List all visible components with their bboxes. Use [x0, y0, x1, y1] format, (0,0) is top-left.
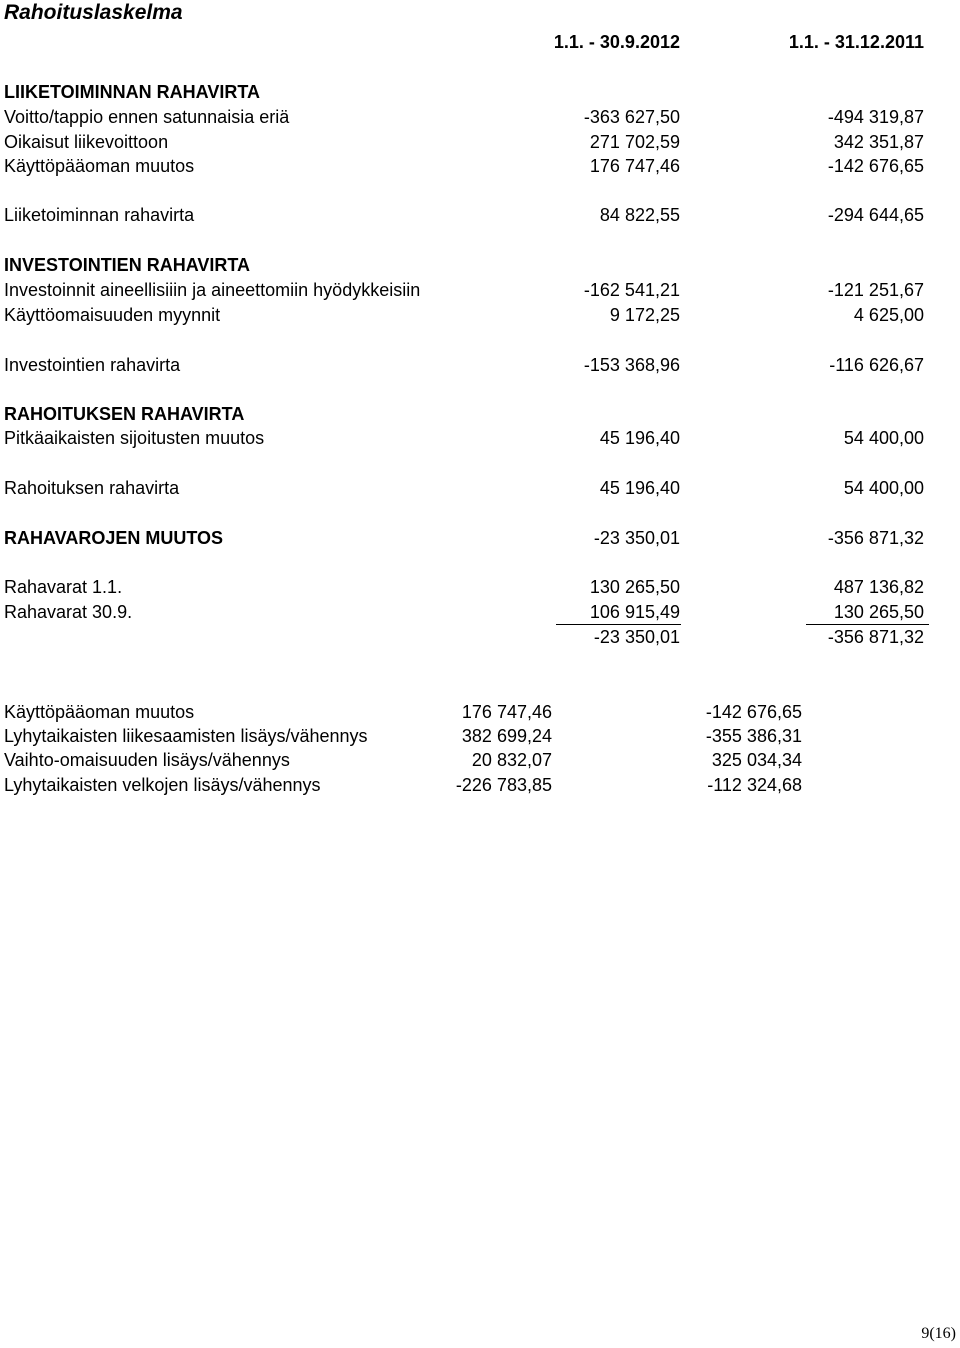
value-2011: -121 251,67 [827, 280, 924, 300]
table-row [4, 725, 824, 747]
period-2012: 1.1. - 30.9.2012 [553, 32, 680, 52]
row-label: Investoinnit aineellisiiin ja aineettomiin hyödykkeisiin [4, 280, 421, 300]
value-2012: 84 822,55 [599, 205, 680, 225]
value-2012: -363 627,50 [583, 107, 680, 127]
value-2011: -142 676,65 [705, 702, 802, 722]
value-2012: -226 783,85 [455, 775, 552, 795]
row-label: Käyttöomaisuuden myynnit [4, 305, 221, 325]
value-2012: 45 196,40 [599, 428, 680, 448]
value-2012: 176 747,46 [589, 156, 680, 176]
table-row [4, 304, 934, 326]
row-label: Lyhytaikaisten velkojen lisäys/vähennys [4, 775, 321, 795]
value-2012: 106 915,49 [589, 602, 680, 622]
value-2011: -294 644,65 [827, 205, 924, 225]
value-2012: -23 350,01 [593, 528, 680, 548]
row-label: Käyttöpääoman muutos [4, 156, 195, 176]
row-label: Käyttöpääoman muutos [4, 702, 195, 722]
financing-total-row [4, 477, 934, 499]
value-2011: 130 265,50 [833, 602, 924, 622]
section-heading-operating [4, 81, 934, 103]
cash-closing-row [4, 601, 934, 623]
cash-difference-row [4, 626, 934, 648]
value-2011: 4 625,00 [853, 305, 924, 325]
underline-2012 [556, 624, 681, 625]
value-2011: 342 351,87 [833, 132, 924, 152]
period-header-row [4, 31, 934, 53]
table-row [4, 106, 934, 128]
row-label: Vaihto-omaisuuden lisäys/vähennys [4, 750, 290, 770]
section-heading-label: INVESTOINTIEN RAHAVIRTA [4, 255, 251, 275]
section-heading-label: RAHOITUKSEN RAHAVIRTA [4, 404, 245, 424]
row-label: Oikaisut liikevoittoon [4, 132, 169, 152]
row-label: Lyhytaikaisten liikesaamisten lisäys/vähennys [4, 726, 368, 746]
value-2011: 325 034,34 [711, 750, 802, 770]
value-2012: -23 350,01 [593, 627, 680, 647]
row-label: Investointien rahavirta [4, 355, 181, 375]
investing-total-row [4, 354, 934, 376]
table-row [4, 749, 824, 771]
value-2012: 176 747,46 [461, 702, 552, 722]
operating-total-row [4, 204, 934, 226]
value-2011: -116 626,67 [829, 355, 924, 375]
row-label: Rahavarat 30.9. [4, 602, 133, 622]
value-2012: 9 172,25 [609, 305, 680, 325]
value-2011: 54 400,00 [843, 428, 924, 448]
row-label: Pitkäaikaisten sijoitusten muutos [4, 428, 265, 448]
value-2011: -112 324,68 [707, 775, 802, 795]
value-2011: -142 676,65 [827, 156, 924, 176]
section-heading-investing [4, 254, 934, 276]
value-2012: 382 699,24 [461, 726, 552, 746]
row-label: RAHAVAROJEN MUUTOS [4, 528, 224, 548]
section-heading-label: LIIKETOIMINNAN RAHAVIRTA [4, 82, 260, 102]
value-2011: 54 400,00 [843, 478, 924, 498]
underline-2011 [806, 624, 929, 625]
page-number: 9(16) [921, 1325, 956, 1342]
value-2012: 130 265,50 [589, 577, 680, 597]
value-2011: -355 386,31 [705, 726, 802, 746]
row-label: Liiketoiminnan rahavirta [4, 205, 195, 225]
row-label: Rahavarat 1.1. [4, 577, 123, 597]
table-row [4, 701, 824, 723]
value-2012: 271 702,59 [589, 132, 680, 152]
section-heading-financing [4, 403, 934, 425]
value-2012: 20 832,07 [471, 750, 552, 770]
cash-change-row [4, 527, 934, 549]
value-2011: -356 871,32 [827, 627, 924, 647]
row-label: Voitto/tappio ennen satunnaisia eriä [4, 107, 290, 127]
value-2011: 487 136,82 [833, 577, 924, 597]
page-title: Rahoituslaskelma [4, 1, 183, 24]
table-row [4, 427, 934, 449]
table-row [4, 279, 934, 301]
table-row [4, 131, 934, 153]
row-label: Rahoituksen rahavirta [4, 478, 180, 498]
value-2011: -356 871,32 [827, 528, 924, 548]
value-2012: -153 368,96 [583, 355, 680, 375]
table-row [4, 774, 824, 796]
period-2011: 1.1. - 31.12.2011 [788, 32, 924, 52]
value-2011: -494 319,87 [827, 107, 924, 127]
table-row [4, 155, 934, 177]
value-2012: -162 541,21 [583, 280, 680, 300]
value-2012: 45 196,40 [599, 478, 680, 498]
cash-opening-row [4, 576, 934, 598]
